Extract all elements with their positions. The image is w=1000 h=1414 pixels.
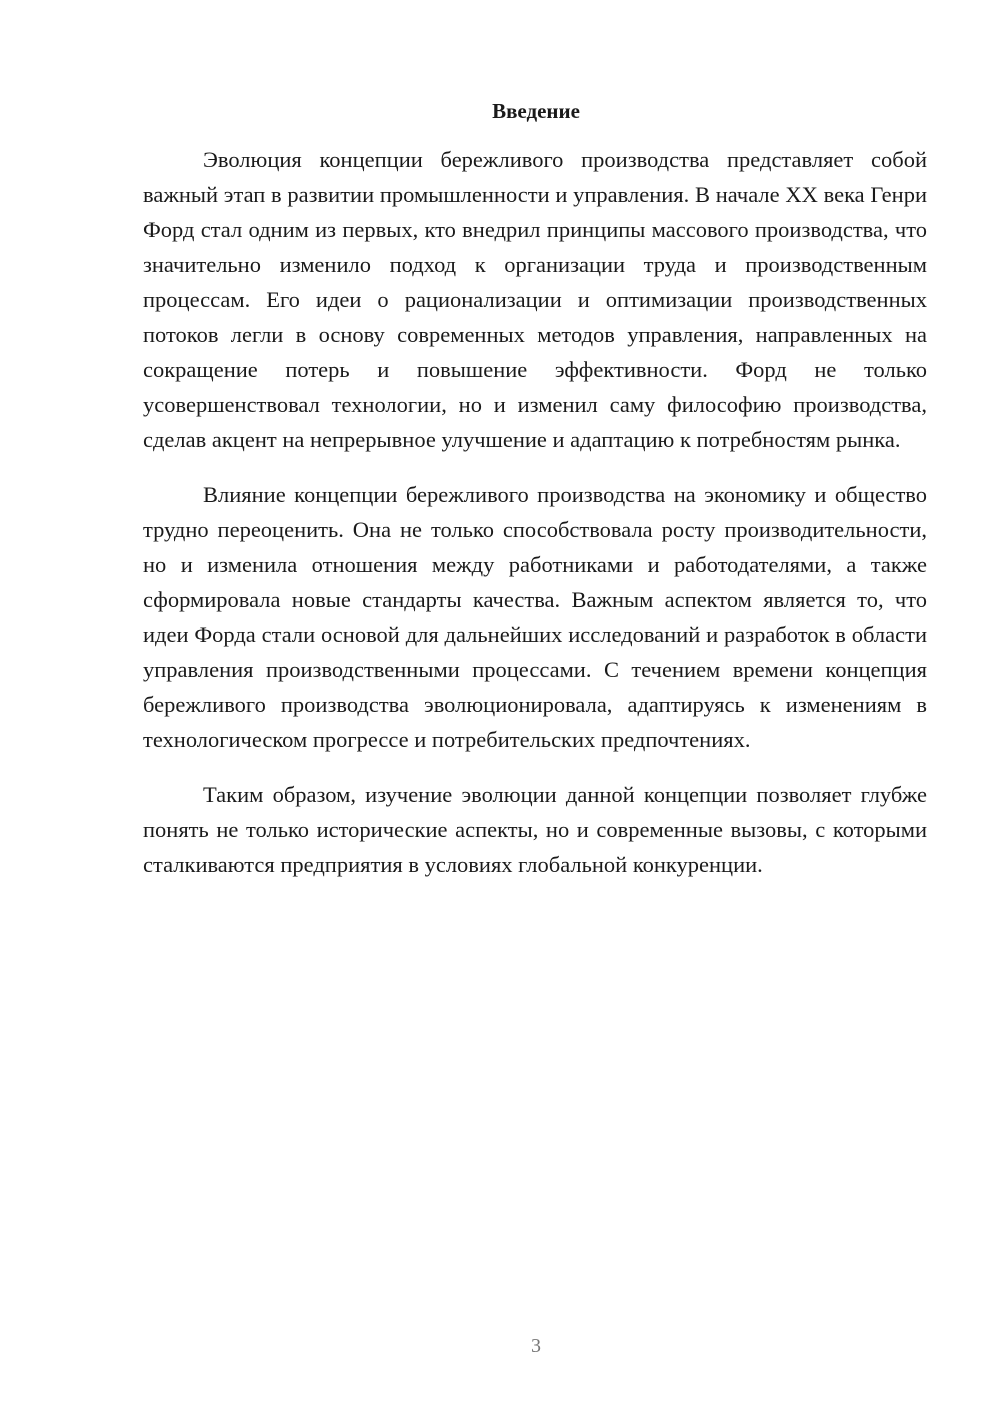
body-text	[143, 142, 927, 902]
section-title: Введение	[492, 99, 580, 123]
paragraph-2: Влияние концепции бережливого производства на экономику и общество трудно переоценить. Она не только способствовала росту производительности, но и изменила отношения между работниками и работодателями, а также сформировала новые стандарты качества. Важным аспектом является то, что идеи Форда стали основой для дальнейших исследований и разработок в области управления производственными процессами. С течением времени концепция бережливого производства эволюционировала, адаптируясь к изменениям в технологическом прогрессе и потребительских предпочтениях.	[143, 482, 927, 752]
paragraph-1: Эволюция концепции бережливого производства представляет собой важный этап в развитии промышленности и управления. В начале XX века Генри Форд стал одним из первых, кто внедрил принципы массового производства, что значительно изменило подход к организации труда и производственным процессам. Его идеи о рационализации и оптимизации производственных потоков легли в основу современных методов управления, направленных на сокращение потерь и повышение эффективности. Форд не только усовершенствовал технологии, но и изменил саму философию производства, сделав акцент на непрерывное улучшение и адаптацию к потребностям рынка.	[143, 147, 927, 452]
paragraph-3: Таким образом, изучение эволюции данной концепции позволяет глубже понять не только исторические аспекты, но и современные вызовы, с которыми сталкиваются предприятия в условиях глобальной конкуренции.	[143, 782, 927, 877]
page-number: 3	[531, 1335, 541, 1357]
